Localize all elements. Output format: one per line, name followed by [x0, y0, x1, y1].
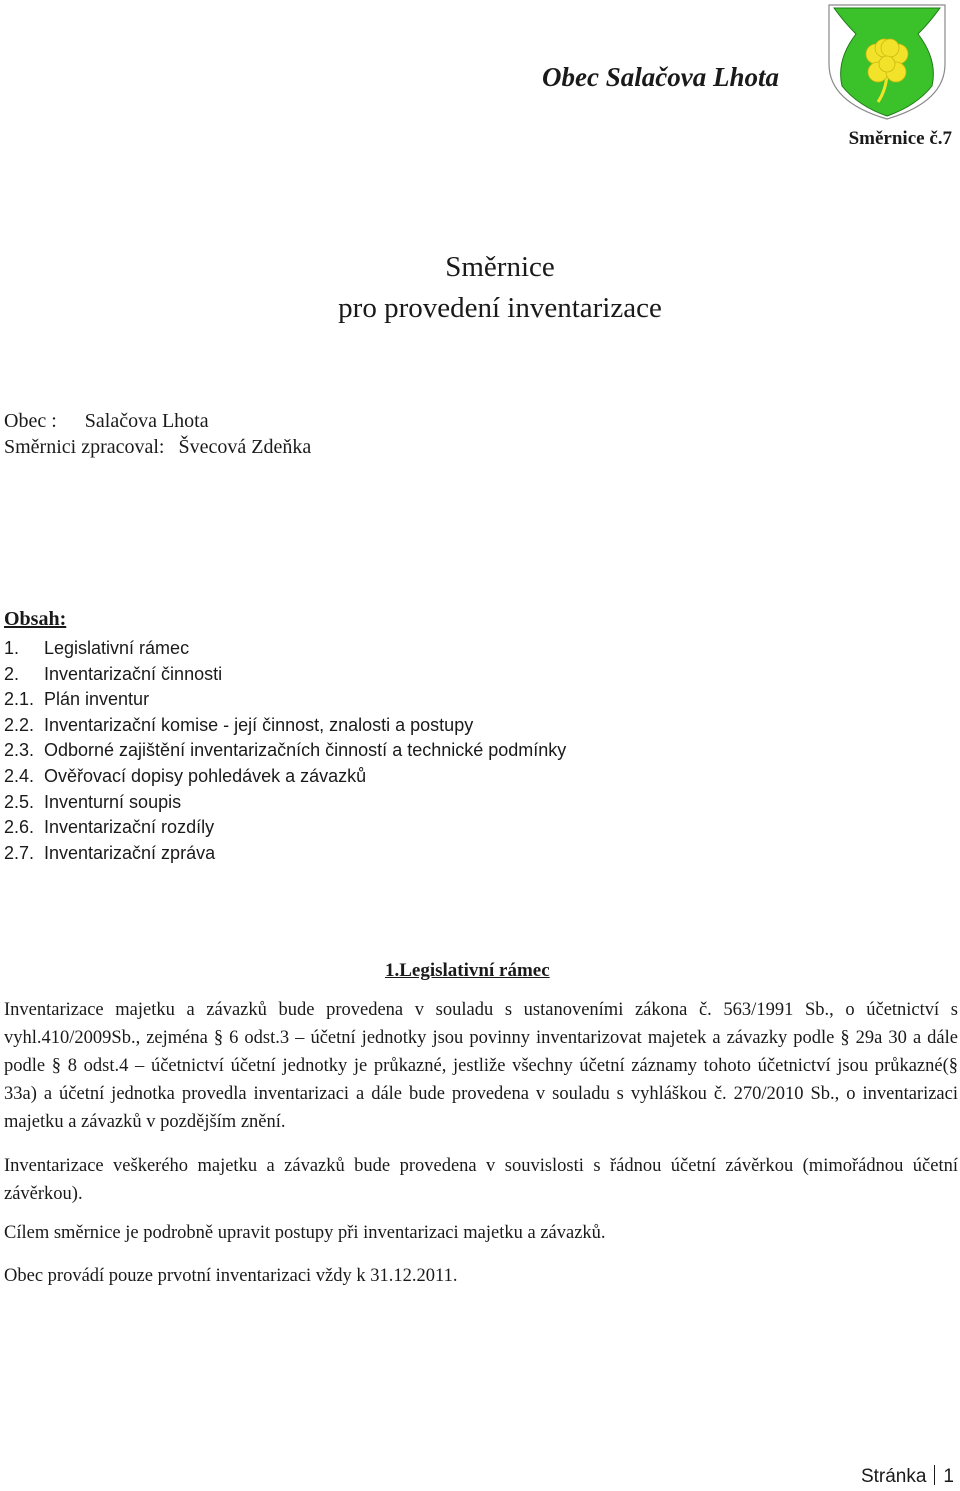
body-paragraph: Cílem směrnice je podrobně upravit postupy při inventarizaci majetku a závazků.: [4, 1223, 606, 1243]
municipality-title: Obec Salačova Lhota: [542, 62, 779, 92]
footer-divider: [934, 1465, 935, 1485]
page-label: Stránka: [860, 1466, 927, 1487]
toc-item: 2.7. Inventarizační zpráva: [4, 842, 216, 863]
document-title: Směrnice: [445, 251, 555, 283]
author-value: Švecová Zdeňka: [178, 436, 312, 458]
municipality-value: Salačova Lhota: [84, 410, 209, 432]
coat-of-arms-icon: [826, 2, 948, 122]
municipality-row: [4, 410, 209, 433]
toc-item: 2. Inventarizační činnosti: [4, 663, 223, 684]
page-number: 1: [943, 1466, 954, 1487]
body-paragraph: Obec provádí pouze prvotní inventarizaci vždy k 31.12.2011.: [4, 1266, 458, 1286]
toc-item: 2.6. Inventarizační rozdíly: [4, 817, 215, 838]
toc-item: 2.4. Ověřovací dopisy pohledávek a závazků: [4, 765, 367, 786]
author-row: [4, 436, 311, 459]
municipality-label: Obec :: [4, 410, 57, 432]
toc-item: 2.1. Plán inventur: [4, 689, 150, 710]
author-label: Směrnici zpracoval:: [4, 436, 165, 458]
toc-item: 2.5. Inventurní soupis: [4, 791, 182, 812]
directive-number: Směrnice č.7: [848, 128, 952, 149]
toc-heading: Obsah:: [4, 608, 67, 630]
page-footer: [861, 1465, 954, 1488]
table-of-contents: [4, 636, 566, 866]
toc-item: 2.2. Inventarizační komise - její činnost, znalosti a postupy: [4, 714, 474, 735]
document-subtitle: pro provedení inventarizace: [338, 292, 662, 324]
section-heading: 1.Legislativní rámec: [385, 960, 550, 981]
toc-item: 1. Legislativní rámec: [4, 638, 190, 658]
body-paragraph: Inventarizace majetku a závazků bude provedena v souladu s ustanoveními zákona č. 563/1991 Sb., o účetnictví s vyhl.410/2009Sb., zejména § 6 odst.3 – účetní jednotky jsou povinny inventarizovat majetek a závazky podle § 29a 30 a dále podle § 8 odst.4 – účetnictví účetní jednotky je průkazné, jestliže všechny účetní záznamy tohoto účetnictví jsou průkazné(§ 33a) a účetní jednotka provedla inventarizaci a dále bude provedena v souladu s vyhláškou č. 270/2010 Sb., o inventarizaci majetku a závazků v pozdějším znění.: [4, 1000, 958, 1132]
body-paragraph: Inventarizace veškerého majetku a závazků bude provedena v souvislosti s řádnou účetní závěrkou (mimořádnou účetní závěrkou).: [4, 1156, 958, 1204]
toc-item: 2.3. Odborné zajištění inventarizačních činností a technické podmínky: [4, 740, 567, 761]
